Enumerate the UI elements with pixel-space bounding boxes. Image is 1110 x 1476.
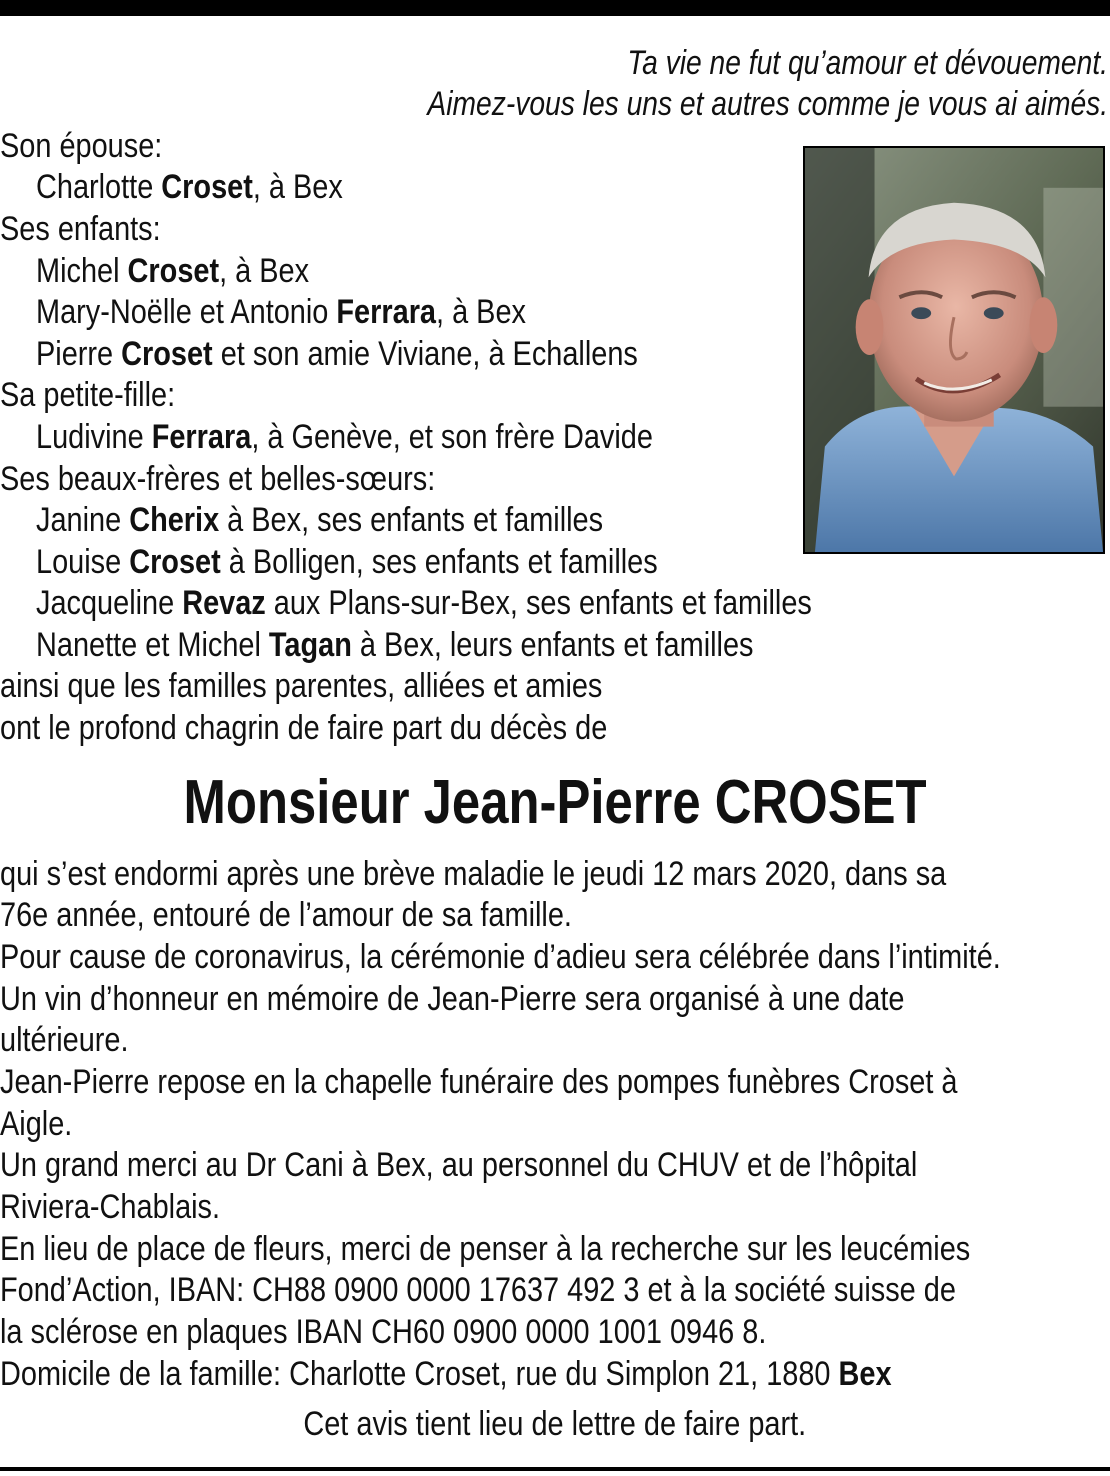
epitaph-line-1: Ta vie ne fut qu’amour et dévouement. bbox=[627, 44, 1108, 82]
child-entry: Michel Croset, à Bex bbox=[36, 252, 310, 290]
epitaph-line-2: Aimez-vous les uns et autres comme je vous ai aimés. bbox=[427, 85, 1108, 123]
inlaw-entry: Janine Cherix à Bex, ses enfants et familles bbox=[36, 501, 604, 539]
honour-wine-line-2: ultérieure. bbox=[0, 1021, 129, 1059]
donation-line-3: la sclérose en plaques IBAN CH60 0900 0000 1001 0946 8. bbox=[0, 1313, 767, 1351]
death-details-line-1: qui s’est endormi après une brève maladie le jeudi 12 mars 2020, dans sa bbox=[0, 855, 947, 893]
closing-note: Cet avis tient lieu de lettre de faire part. bbox=[303, 1405, 807, 1443]
spouse-entry: Charlotte Croset, à Bex bbox=[36, 168, 343, 206]
top-rule bbox=[0, 0, 1110, 16]
donation-line-1: En lieu de place de fleurs, merci de penser à la recherche sur les leucémies bbox=[0, 1230, 971, 1268]
chapel-line-2: Aigle. bbox=[0, 1105, 73, 1143]
granddaughter-heading: Sa petite-fille: bbox=[0, 376, 176, 414]
announcement-line: ont le profond chagrin de faire part du décès de bbox=[0, 709, 608, 747]
portrait-photo bbox=[803, 146, 1105, 554]
chapel-line-1: Jean-Pierre repose en la chapelle funéraire des pompes funèbres Croset à bbox=[0, 1063, 958, 1101]
deceased-name: Monsieur Jean-Pierre CROSET bbox=[183, 768, 927, 837]
children-heading: Ses enfants: bbox=[0, 210, 161, 248]
inlaw-entry: Jacqueline Revaz aux Plans-sur-Bex, ses enfants et familles bbox=[36, 584, 812, 622]
death-details-line-2: 76e année, entouré de l’amour de sa famille. bbox=[0, 896, 572, 934]
spouse-heading: Son épouse: bbox=[0, 127, 163, 165]
extended-family-line: ainsi que les familles parentes, alliées et amies bbox=[0, 667, 603, 705]
child-entry: Mary-Noëlle et Antonio Ferrara, à Bex bbox=[36, 293, 526, 331]
honour-wine-line-1: Un vin d’honneur en mémoire de Jean-Pierre sera organisé à une date bbox=[0, 980, 905, 1018]
inlaws-heading: Ses beaux-frères et belles-sœurs: bbox=[0, 460, 436, 498]
donation-line-2: Fond’Action, IBAN: CH88 0900 0000 17637 492 3 et à la société suisse de bbox=[0, 1271, 956, 1309]
thanks-line-1: Un grand merci au Dr Cani à Bex, au personnel du CHUV et de l’hôpital bbox=[0, 1146, 918, 1184]
bottom-rule bbox=[0, 1467, 1110, 1471]
inlaw-entry: Nanette et Michel Tagan à Bex, leurs enfants et familles bbox=[36, 626, 754, 664]
family-address: Domicile de la famille: Charlotte Croset, rue du Simplon 21, 1880 Bex bbox=[0, 1355, 892, 1393]
inlaw-entry: Louise Croset à Bolligen, ses enfants et familles bbox=[36, 543, 658, 581]
granddaughter-entry: Ludivine Ferrara, à Genève, et son frère Davide bbox=[36, 418, 653, 456]
ceremony-notice: Pour cause de coronavirus, la cérémonie d’adieu sera célébrée dans l’intimité. bbox=[0, 938, 1001, 976]
thanks-line-2: Riviera-Chablais. bbox=[0, 1188, 221, 1226]
child-entry: Pierre Croset et son amie Viviane, à Echallens bbox=[36, 335, 638, 373]
portrait-image bbox=[805, 148, 1103, 552]
